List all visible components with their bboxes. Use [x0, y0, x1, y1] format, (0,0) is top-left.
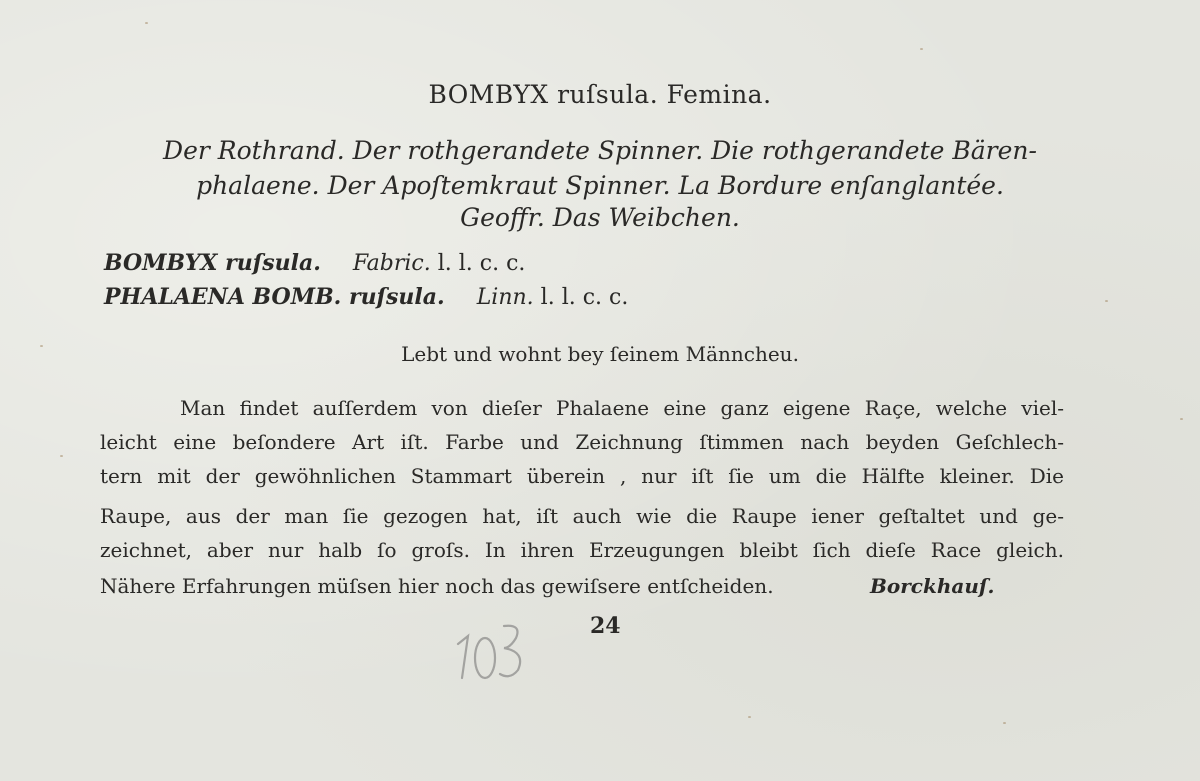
page-number: 24 — [590, 613, 621, 639]
reference-source: Fabric. — [352, 251, 431, 276]
reference-name: BOMBYX ruſsula. — [104, 250, 321, 276]
synonym-line: Der Rothrand. Der rothgerandete Spinner. Die rothgerandete Bären- — [163, 136, 1037, 165]
paper-speck — [145, 22, 148, 24]
paper-speck — [1105, 300, 1108, 302]
pencil-mark — [452, 614, 532, 684]
paper-speck — [1003, 722, 1006, 724]
paper-speck — [920, 48, 923, 50]
paragraph-line: Man findet auſſerdem von dieſer Phalaene eine ganz eigene Raçe, welche viel- — [180, 396, 1064, 420]
page-title: BOMBYX ruſsula. Femina. — [428, 80, 772, 109]
paragraph-line: Nähere Erfahrungen müſsen hier noch das gewiſsere entſcheiden. — [100, 574, 774, 598]
paragraph-line: tern mit der gewöhnlichen Stammart überein , nur iſt ſie um die Hälfte kleiner. Die — [100, 464, 1064, 488]
reference-detail: l. l. c. c. — [437, 251, 526, 276]
author-signature: Borckhauſ. — [870, 574, 995, 598]
reference-line — [104, 284, 628, 310]
paragraph-line: Raupe, aus der man ſie gezogen hat, iſt auch wie die Raupe iener geſtaltet und ge- — [100, 504, 1064, 528]
paragraph-line: zeichnet, aber nur halb ſo groſs. In ihren Erzeugungen bleibt ſich dieſe Race gleich. — [100, 538, 1064, 562]
paper-speck — [748, 716, 751, 718]
synonym-line: Geoffr. Das Weibchen. — [460, 203, 740, 232]
reference-source: Linn. — [476, 285, 534, 310]
synonym-line: phalaene. Der Apoſtemkraut Spinner. La Bordure enſanglantée. — [196, 171, 1004, 200]
habitat-line: Lebt und wohnt bey ſeinem Männcheu. — [401, 342, 799, 366]
reference-line — [104, 250, 525, 276]
reference-detail: l. l. c. c. — [540, 285, 629, 310]
reference-name: PHALAENA BOMB. ruſsula. — [104, 284, 445, 310]
paragraph-line: leicht eine beſondere Art iſt. Farbe und Zeichnung ſtimmen nach beyden Geſchlech- — [100, 430, 1064, 454]
paper-speck — [60, 455, 63, 457]
paper-speck — [1180, 418, 1183, 420]
